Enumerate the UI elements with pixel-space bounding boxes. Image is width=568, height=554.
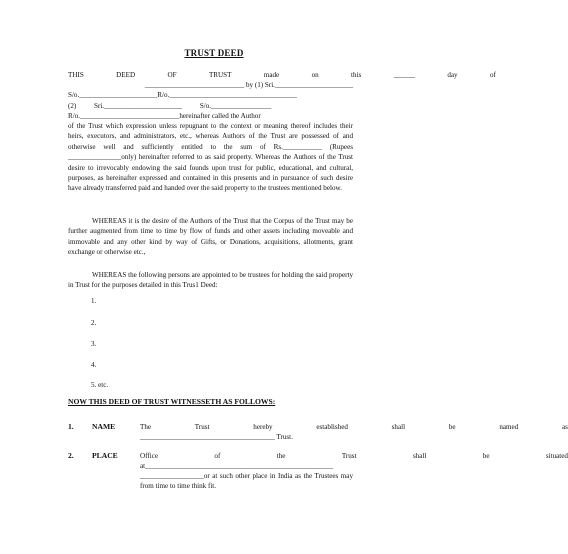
clause-place-line <box>140 451 568 461</box>
clause-word: situated <box>545 452 568 460</box>
clause-word: the <box>276 452 286 460</box>
author-two-residence-line: R/o.____________________________hereinafter called the Author <box>68 112 261 120</box>
opening-word: of <box>490 71 496 79</box>
clause-word: shall <box>412 452 427 460</box>
trust-name-blank-line: ______________________________________ Trust. <box>140 433 293 441</box>
trustee-list-item: 4. <box>91 361 97 369</box>
opening-word: OF <box>167 71 177 79</box>
opening-word: day <box>447 71 458 79</box>
clause-name-line <box>140 422 568 432</box>
clause-word: Trust <box>194 423 210 431</box>
trustee-list-item: 3. <box>91 340 97 348</box>
trustees-paragraph: WHEREAS the following persons are appointed to be trustees for holding the said property in Trust for the purposes detailed in this Trus1 Deed: <box>68 271 353 290</box>
clause-word: as <box>562 423 568 431</box>
clause-word: of <box>214 452 221 460</box>
deed-opening-line <box>68 70 496 80</box>
trustee-list-item: 2. <box>91 319 97 327</box>
opening-word: this <box>351 71 362 79</box>
clause-number: 2. <box>68 451 74 460</box>
corpus-paragraph: WHEREAS it is the desire of the Authors of the Trust that the Corpus of the Trust may be further augmented from time to time by flow of funds and other assets including moveable and immovable and any other kind by way of Gifts, or Donations, acquisitions, allotments, grant exchange or otherwise etc., <box>68 217 353 257</box>
opening-word: on <box>311 71 319 79</box>
witnesseth-heading: NOW THIS DEED OF TRUST WITNESSETH AS FOLLOWS: <box>68 397 276 406</box>
clause-word: hereby <box>253 423 273 431</box>
clause-word: Office <box>140 452 158 460</box>
author-two-line: (2) Sri.______________________ S/o._________________ <box>68 102 272 110</box>
opening-word: made <box>263 71 280 79</box>
trustee-list-item: 1. <box>91 297 97 305</box>
clause-word: established <box>316 423 348 431</box>
clause-heading-place: PLACE <box>92 451 118 460</box>
clause-word: Trust <box>341 452 357 460</box>
date-blank: ______ <box>393 71 415 79</box>
opening-word: THIS <box>68 71 84 79</box>
clause-word: named <box>499 423 519 431</box>
clause-word: be <box>482 452 490 460</box>
clause-word: The <box>140 423 152 431</box>
opening-word: DEED <box>116 71 136 79</box>
recital-paragraph: of the Trust which expression unless repugnant to the context or meaning thereof includes their heirs, executors, and administrators, etc., whereas Authors of the Trust are possessed of and otherwise well and sufficiently entitled to the sum of Rs.___________ (Rupees _______________only) hereinafter referred to as said property. Whereas the Authors of the Trust desire to irrevocably endowing the said founds upon trust for public, educational, and cultural, purposes, as hereinafter expressed and contained in this presents and in pursuance of such desire have already transferred paid and handed over the said property to the trustees mentioned below. <box>68 122 353 193</box>
clause-word: be <box>448 423 456 431</box>
author-one-relation-line: S/o.______________________R/o.____________________________________ <box>68 91 297 99</box>
place-clause-text: __________________or at such other place in India as the Trustees may from time to time think fit. <box>140 472 353 491</box>
place-blank-line: at_____________________________________________________ <box>140 462 334 470</box>
opening-word: TRUST <box>208 71 232 79</box>
clause-heading-name: NAME <box>92 422 116 431</box>
trustee-list-item: 5. etc. <box>91 381 109 389</box>
author-one-line: ____________________________ by (1) Sri.______________________ <box>144 81 353 89</box>
clause-word: shall <box>391 423 406 431</box>
clause-number: 1. <box>68 422 74 431</box>
document-title: TRUST DEED <box>184 48 244 58</box>
